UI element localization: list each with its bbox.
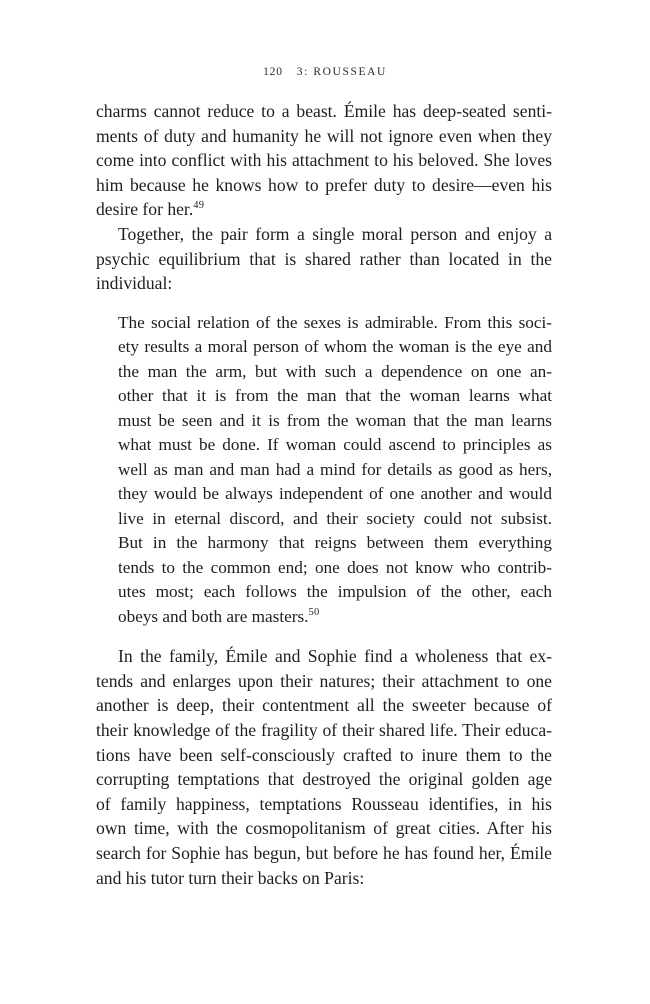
text-line: In the family, Émile and Sophie find a wholeness that ex- xyxy=(118,646,552,667)
text-fragment: obeys and both are masters. xyxy=(118,606,309,626)
quote-line: tends to the common end; one does not know who contrib- xyxy=(118,557,552,577)
quote-line: live in eternal discord, and their society could not subsist. xyxy=(118,508,552,528)
footnote-marker-50[interactable]: 50 xyxy=(308,606,320,618)
paragraph-1 xyxy=(96,99,552,222)
text-line: and his tutor turn their backs on Paris: xyxy=(96,867,365,888)
text-line: of family happiness, temptations Rousseau identifies, in his xyxy=(96,793,552,814)
text-line: come into conflict with his attachment to his beloved. She loves xyxy=(96,150,552,171)
paragraph-2 xyxy=(96,222,552,296)
text-line xyxy=(96,197,552,222)
quote-line: the man the arm, but with such a dependence on one an- xyxy=(118,361,552,381)
text-line: own time, with the cosmopolitanism of great cities. After his xyxy=(96,818,552,839)
quote-line: what must be done. If woman could ascend to principles as xyxy=(118,435,552,455)
footnote-marker-49[interactable]: 49 xyxy=(193,200,205,212)
text-line: psychic equilibrium that is shared rather than located in the xyxy=(96,248,552,269)
text-line: charms cannot reduce to a beast. Émile has deep-seated senti- xyxy=(96,101,552,121)
text-line: him because he knows how to prefer duty to desire—even his xyxy=(96,174,552,195)
quote-line: ety results a moral person of whom the woman is the eye and xyxy=(118,337,552,357)
body-text xyxy=(96,99,552,890)
quote-line: must be seen and it is from the woman that the man learns xyxy=(118,410,552,430)
quote-line: The social relation of the sexes is admirable. From this soci- xyxy=(118,312,552,332)
text-line: another is deep, their contentment all the sweeter because of xyxy=(96,695,552,716)
paragraph-3 xyxy=(96,644,552,890)
text-line: ments of duty and humanity he will not ignore even when they xyxy=(96,125,552,146)
text-line: corrupting temptations that destroyed the original golden age xyxy=(96,769,552,790)
quote-line: utes most; each follows the impulsion of the other, each xyxy=(118,582,552,602)
page-number: 120 xyxy=(263,66,283,78)
running-head xyxy=(0,66,650,78)
text-line: individual: xyxy=(96,273,173,294)
text-line: tends and enlarges upon their natures; their attachment to one xyxy=(96,670,552,691)
text-line: Together, the pair form a single moral person and enjoy a xyxy=(118,223,552,244)
quote-line: other that it is from the man that the woman learns what xyxy=(118,386,552,406)
quote-line xyxy=(118,605,552,630)
quote-line: they would be always independent of one another and would xyxy=(118,484,552,504)
chapter-title: 3: ROUSSEAU xyxy=(296,66,387,78)
quote-line: well as man and man had a mind for details as good as hers, xyxy=(118,459,552,479)
quote-line: But in the harmony that reigns between them everything xyxy=(118,533,552,553)
block-quote xyxy=(118,311,552,630)
text-fragment: desire for her. xyxy=(96,199,194,220)
text-line: their knowledge of the fragility of their shared life. Their educa- xyxy=(96,720,552,741)
text-line: search for Sophie has begun, but before he has found her, Émile xyxy=(96,843,552,863)
text-line: tions have been self-consciously crafted to inure them to the xyxy=(96,744,552,765)
